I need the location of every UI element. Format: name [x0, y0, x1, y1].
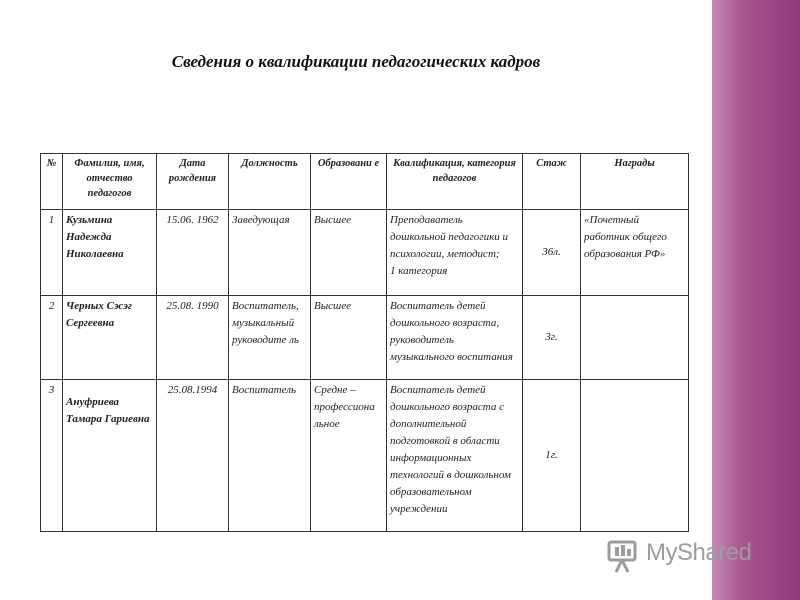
cell-birth: 15.06. 1962	[157, 210, 229, 296]
cell-num: 3	[41, 380, 63, 532]
cell-awards	[581, 296, 689, 380]
header-name: Фамилия, имя, отчество педагогов	[63, 154, 157, 210]
cell-awards	[581, 380, 689, 532]
myshared-watermark[interactable]	[606, 536, 766, 576]
cell-name: Ануфриева Тамара Гариевна	[63, 380, 157, 532]
header-position: Должность	[229, 154, 311, 210]
cell-stazh: 36л.	[523, 210, 581, 296]
header-education: Образовани е	[311, 154, 387, 210]
cell-education: Высшее	[311, 296, 387, 380]
page-title: Сведения о квалификации педагогических кадров	[171, 52, 541, 71]
table-row	[41, 296, 689, 380]
cell-birth: 25.08.1994	[157, 380, 229, 532]
cell-stazh: 3г.	[523, 296, 581, 380]
cell-num: 1	[41, 210, 63, 296]
cell-awards: «Почетный работник общего образования РФ»	[581, 210, 689, 296]
cell-education: Высшее	[311, 210, 387, 296]
header-num: №	[41, 154, 63, 210]
cell-num: 2	[41, 296, 63, 380]
side-decor-strip	[712, 0, 800, 600]
qualification-table	[40, 153, 689, 532]
myshared-logo-icon	[606, 536, 642, 576]
header-awards: Награды	[581, 154, 689, 210]
qualification-text: Преподаватель дошкольной педагогики и психологии, методист; 1 категория	[390, 214, 508, 277]
cell-position: Заведующая	[229, 210, 311, 296]
cell-qualification: Воспитатель детей дошкольного возраста с дополнительной подготовкой в области информационных технологий в дошкольном образовательном учреждении	[387, 380, 523, 532]
cell-position: Воспитатель, музыкальный руководите ль	[229, 296, 311, 380]
cell-position: Воспитатель	[229, 380, 311, 532]
cell-education: Средне – профессиона льное	[311, 380, 387, 532]
header-qualification: Квалификация, категория педагогов	[387, 154, 523, 210]
cell-qualification	[387, 210, 523, 296]
table-row	[41, 210, 689, 296]
header-birth: Дата рождения	[157, 154, 229, 210]
cell-name: Кузьмина Надежда Николаевна	[63, 210, 157, 296]
table-header-row	[41, 154, 689, 210]
watermark-text: MyShared	[646, 539, 752, 566]
cell-qualification: Воспитатель детей дошкольного возраста, руководитель музыкального воспитания	[387, 296, 523, 380]
cell-name: Черных Сэсэг Сергеевна	[63, 296, 157, 380]
cell-birth: 25.08. 1990	[157, 296, 229, 380]
cell-stazh: 1г.	[523, 380, 581, 532]
table-row	[41, 380, 689, 532]
header-stazh: Стаж	[523, 154, 581, 210]
